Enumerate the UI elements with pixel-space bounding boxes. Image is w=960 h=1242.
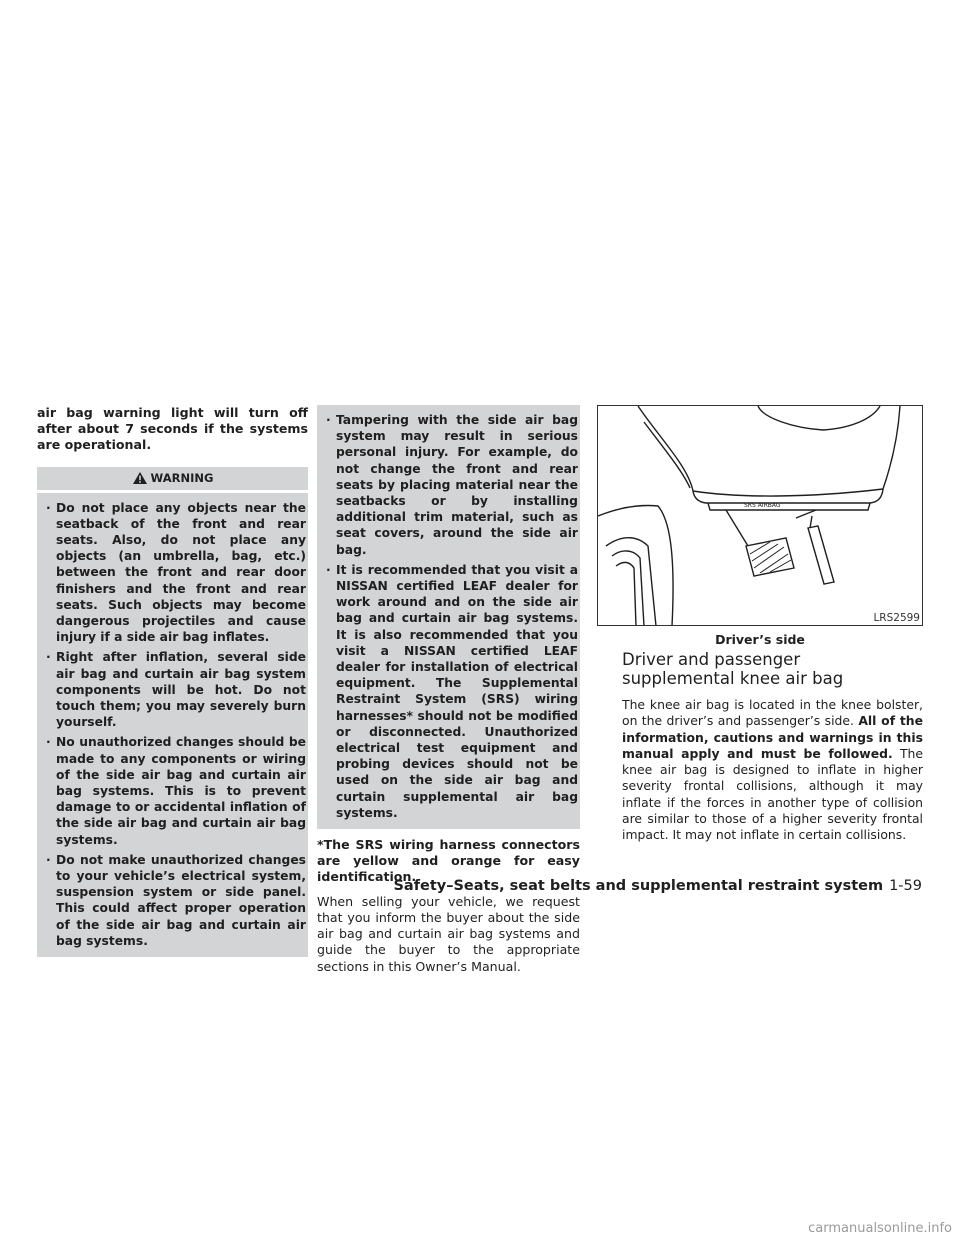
watermark-text: carmanualsonline.info xyxy=(808,1221,952,1236)
section-heading: Driver and passenger supplemental knee air bag xyxy=(622,650,844,688)
warning-box-continued xyxy=(317,405,580,829)
warning-bullet: · Do not place any objects near the seatback of the front and rear seats. Also, do not place any objects (an umbrella, bag, etc.) between the front and rear door finishers and the front and rear seats. Such objects may become dangerous projectiles and cause injury if a side air bag inflates. xyxy=(46,500,306,645)
warning-triangle-icon xyxy=(132,471,148,485)
warning-bullet: · Do not make unauthorized changes to your vehicle’s electrical system, suspension system or side panel. This could affect proper operation of the side air bag and curtain air bag systems. xyxy=(46,852,306,948)
knee-airbag-paragraph: The knee air bag is located in the knee bolster, on the driver’s and passenger’s side. All of the information, cautions and warnings in this manual apply and must be followed. The knee air bag is designed to inflate in higher severity frontal collisions, although it may inflate if the forces in another type of collision are similar to those of a higher severity frontal impact. It may not inflate in certain collisions. xyxy=(622,697,924,843)
selling-paragraph: When selling your vehicle, we request that you inform the buyer about the side air bag and curtain air bag systems and guide the buyer to the appropriate sections in this Owner’s Manual. xyxy=(317,893,580,974)
column-left xyxy=(37,405,308,957)
intro-text: air bag warning light will turn off after about 7 seconds if the systems are operational. xyxy=(37,405,308,453)
warning-bullet: · Tampering with the side air bag system may result in serious personal injury. For example, do not change the front and rear seats by placing material near the seatbacks or by installing additional trim material, such as seat covers, around the side air bag. xyxy=(326,413,578,557)
connector-note: *The SRS wiring harness connectors are yellow and orange for easy identification. xyxy=(317,837,580,885)
dashboard-illustration xyxy=(598,406,923,626)
section-title: Safety–Seats, seat belts and supplemental restraint system xyxy=(393,878,884,894)
srs-airbag-label: SRS AIRBAG xyxy=(744,502,781,509)
knee-airbag-figure xyxy=(597,405,923,626)
figure-code: LRS2599 xyxy=(873,612,920,624)
page-footer xyxy=(393,878,922,894)
warning-box xyxy=(37,493,308,957)
page-number: 1-59 xyxy=(889,878,922,894)
warning-bullet: · No unauthorized changes should be made to any components or wiring of the side air bag and curtain air bag systems. This is to prevent damage to or accidental inflation of the side air bag and curtain air bag systems. xyxy=(46,735,306,847)
warning-bullet: · It is recommended that you visit a NISSAN certified LEAF dealer for work around and on the side air bag and curtain air bag systems. It is also recommended that you visit a NISSAN certified LEAF dealer for installation of electrical equipment. The Supplemental Restraint System (SRS) wiring harnesses* should not be modified or disconnected. Unauthorized electrical test equipment and probing devices should not be used on the side air bag and curtain supplemental air bag systems. xyxy=(326,562,578,820)
warning-header xyxy=(37,467,308,490)
warning-bullet: · Right after inflation, several side air bag and curtain air bag system components will be hot. Do not touch them; you may severely burn yourself. xyxy=(46,650,306,730)
figure-caption: Driver’s side xyxy=(715,632,805,647)
column-right xyxy=(622,650,923,844)
warning-title: WARNING xyxy=(150,471,214,485)
